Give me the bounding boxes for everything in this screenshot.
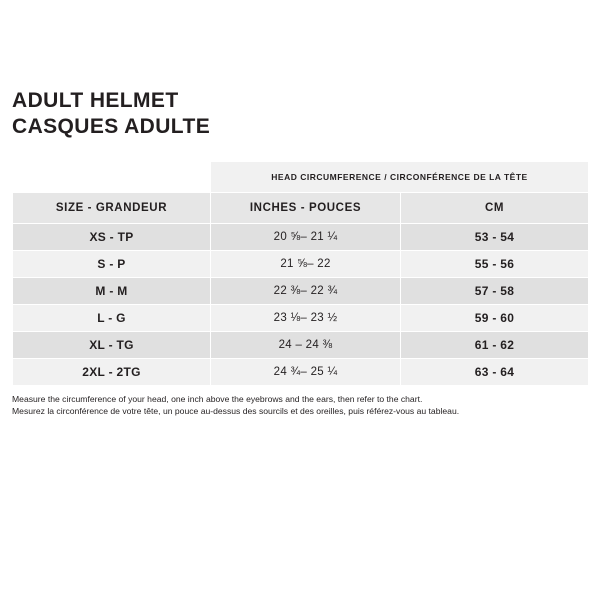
column-header-cm: CM (401, 192, 589, 223)
head-circumference-header: HEAD CIRCUMFERENCE / CIRCONFÉRENCE DE LA TÊTE (211, 161, 589, 192)
cell-cm: 63 - 64 (401, 358, 589, 385)
cell-size: M - M (13, 277, 211, 304)
table-row (13, 358, 589, 385)
cell-size: XS - TP (13, 223, 211, 250)
table-row (13, 277, 589, 304)
table-row (13, 331, 589, 358)
cell-size: XL - TG (13, 331, 211, 358)
cell-inches: 22 ⅜– 22 ¾ (211, 277, 401, 304)
cell-inches: 24 ¾– 25 ¼ (211, 358, 401, 385)
cell-cm: 57 - 58 (401, 277, 589, 304)
cell-cm: 61 - 62 (401, 331, 589, 358)
page-title (12, 88, 588, 141)
table-row (13, 304, 589, 331)
cell-inches: 20 ⅝– 21 ¼ (211, 223, 401, 250)
table-row (13, 223, 589, 250)
title-line-english: ADULT HELMET (12, 89, 179, 112)
instructions-french: Mesurez la circonférence de votre tête, un pouce au-dessus des sourcils et des oreilles, puis référez-vous au tableau. (12, 405, 460, 416)
column-header-size: SIZE - GRANDEUR (13, 192, 211, 223)
table-row (13, 250, 589, 277)
cell-inches: 21 ⅝– 22 (211, 250, 401, 277)
instructions-english: Measure the circumference of your head, one inch above the eyebrows and the ears, then refer to the chart. (12, 393, 423, 404)
cell-inches: 24 – 24 ⅜ (211, 331, 401, 358)
column-header-inches: INCHES - POUCES (211, 192, 401, 223)
size-chart-table (12, 161, 589, 386)
cell-cm: 53 - 54 (401, 223, 589, 250)
measurement-instructions (12, 393, 588, 418)
header-spacer-cell (13, 161, 211, 192)
cell-size: S - P (13, 250, 211, 277)
cell-size: L - G (13, 304, 211, 331)
table-group-header-row (13, 161, 589, 192)
cell-size: 2XL - 2TG (13, 358, 211, 385)
title-line-french: CASQUES ADULTE (12, 115, 211, 139)
cell-inches: 23 ⅛– 23 ½ (211, 304, 401, 331)
cell-cm: 55 - 56 (401, 250, 589, 277)
table-column-header-row (13, 192, 589, 223)
cell-cm: 59 - 60 (401, 304, 589, 331)
